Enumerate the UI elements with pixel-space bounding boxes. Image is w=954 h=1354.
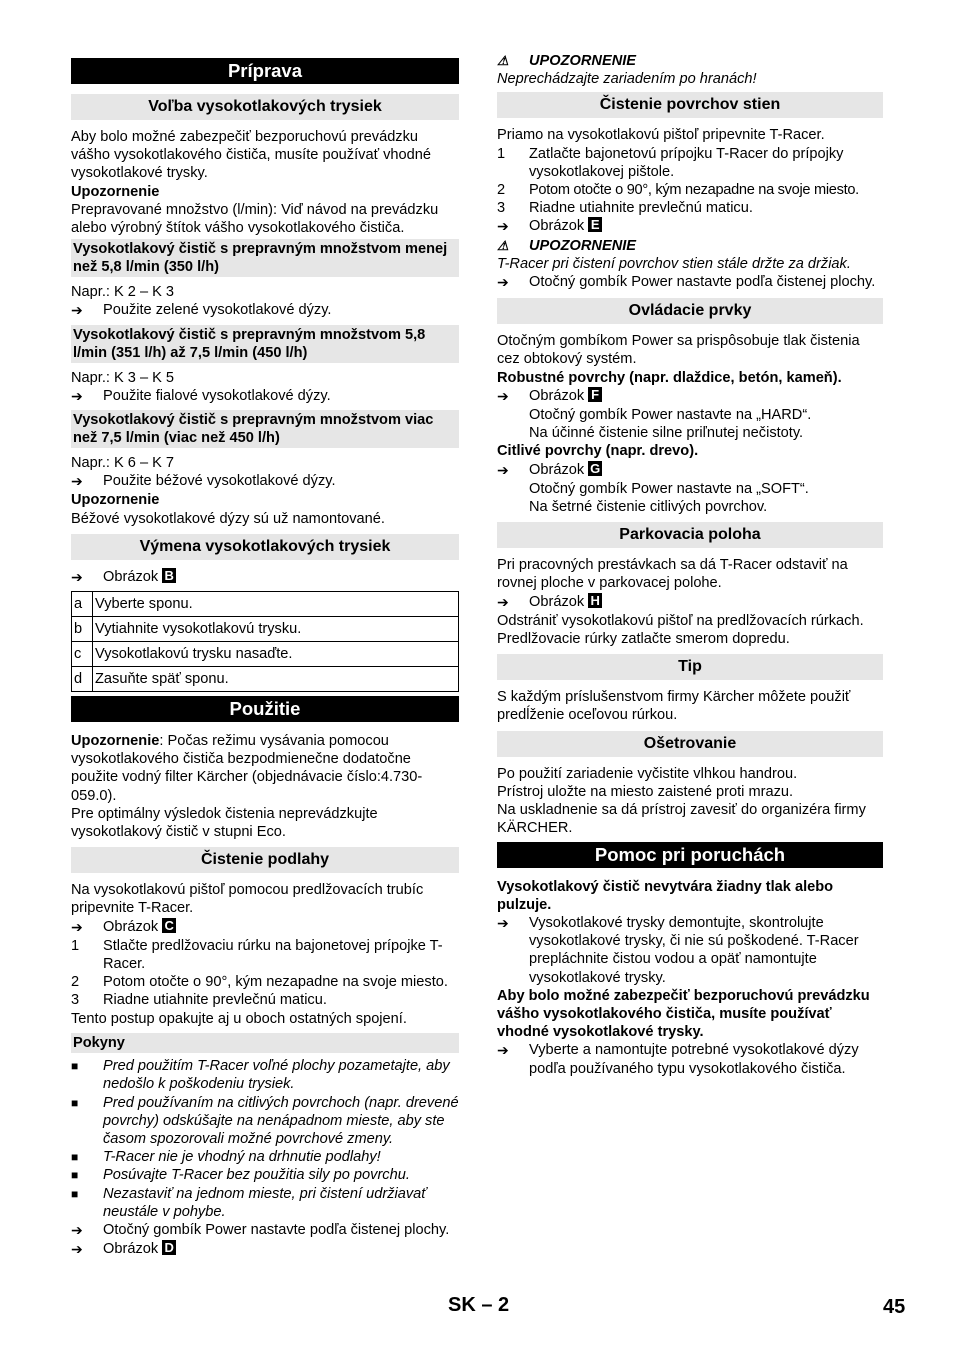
step-text: Zatlačte bajonetovú prípojku T-Racer do prípojky vysokotlakovej pištole. (529, 145, 844, 180)
step-number: 1 (497, 145, 506, 162)
list-item-text: Nezastaviť na jednom mieste, pri čistení udržiavať neustále v pohybe. (103, 1185, 427, 1220)
warning-row (497, 52, 883, 70)
step-text: Riadne utiahnite prevlečnú maticu. (103, 992, 327, 1009)
instruction-row (71, 387, 459, 406)
step-letter: a (72, 592, 93, 617)
page-number: 45 (883, 1296, 906, 1318)
instruction-row (497, 1041, 883, 1077)
heading-vymena-trysiek: Výmena vysokotlakových trysiek (71, 534, 459, 560)
figure-ref: Obrázok (103, 918, 159, 935)
paragraph: Otočným gombíkom Power sa prispôsobuje tlak čistenia cez obtokový systém. (497, 333, 860, 368)
indented-line (497, 480, 883, 498)
instruction-text: Použite béžové vysokotlakové dýzy. (103, 473, 336, 490)
arrow-icon (71, 301, 103, 320)
line-text: Otočný gombík Power nastavte na „HARD“. (529, 407, 812, 424)
paragraph: Predlžovacie rúrky zatlačte smerom dopredu. (497, 631, 790, 648)
figure-ref-row (497, 461, 883, 480)
arrow-icon (71, 387, 103, 406)
figure-letter-badge: G (590, 460, 601, 476)
list-item-text: Pred použitím T-Racer voľné plochy pozametajte, aby nedošlo k poškodeniu trysiek. (103, 1058, 450, 1093)
figure-ref-row (497, 387, 883, 406)
figure-ref: Obrázok (529, 593, 585, 610)
figure-ref-row (71, 918, 459, 937)
paragraph: Pre optimálny výsledok čistenia neprevádzkujte vysokotlakový čistič v stupni Eco. (71, 805, 378, 841)
steps-table (71, 591, 459, 692)
bullet-square-icon (71, 1057, 103, 1093)
step-number: 2 (71, 974, 80, 991)
warning-label: UPOZORNENIE (529, 53, 637, 69)
step-letter: b (72, 617, 93, 642)
step-text: Vytiahnite vysokotlakovú trysku. (93, 617, 459, 642)
instruction-text: Otočný gombík Power nastavte podľa čistenej plochy. (103, 1221, 450, 1238)
arrow-icon (497, 387, 529, 406)
paragraph: Priamo na vysokotlakovú pištoľ pripevnite T-Racer. (497, 127, 825, 144)
list-item (71, 1166, 459, 1184)
step-text: Potom otočte o 90°, kým nezapadne na svoje miesto. (103, 974, 448, 991)
numbered-step (71, 937, 459, 973)
instruction-row (497, 914, 883, 987)
right-column (497, 52, 883, 1078)
step-number: 3 (497, 200, 506, 217)
instruction-text: Použite zelené vysokotlakové dýzy. (103, 302, 332, 319)
note-label: Upozornenie (71, 183, 160, 200)
bullet-square-icon (71, 1166, 103, 1184)
section-heading-pouzitie: Použitie (71, 696, 459, 722)
numbered-step (497, 181, 883, 199)
arrow-icon (71, 918, 103, 937)
example-models: Napr.: K 2 – K 3 (71, 284, 175, 301)
subheading-citlive: Citlivé povrchy (napr. drevo). (497, 443, 699, 460)
figure-ref-row (497, 217, 883, 236)
figure-ref: Obrázok (103, 568, 159, 585)
left-column (71, 58, 459, 1259)
paragraph: Prepravované množstvo (l/min): Viď návod na prevádzku alebo výrobný štítok vášho vysokotlakového čističa. (71, 201, 439, 237)
table-row (72, 592, 459, 617)
paragraph: Na vysokotlakovú pištoľ pomocou predlžovacích trubíc pripevnite T-Racer. (71, 882, 424, 917)
numbered-step (71, 973, 459, 991)
instruction-text: Otočný gombík Power nastavte podľa čistenej plochy. (529, 274, 876, 291)
step-number: 2 (497, 182, 506, 199)
paragraph (71, 732, 459, 805)
list-item-text: T-Racer nie je vhodný na drhnutie podlahy! (103, 1149, 381, 1166)
line-text: Otočný gombík Power nastavte na „SOFT“. (529, 480, 809, 497)
numbered-step (497, 199, 883, 217)
heading-cistenie-podlahy: Čistenie podlahy (71, 847, 459, 873)
numbered-step (497, 145, 883, 181)
heading-ovladacie-prvky: Ovládacie prvky (497, 298, 883, 324)
list-item (71, 1148, 459, 1166)
figure-letter-badge: D (162, 1240, 176, 1255)
arrow-icon (497, 593, 529, 612)
paragraph: Béžové vysokotlakové dýzy sú už namontované. (71, 510, 385, 527)
subheading-flow-high: Vysokotlakový čistič s prepravným množstvom viac než 7,5 l/min (viac než 450 l/h) (71, 410, 459, 448)
figure-ref: Obrázok (529, 218, 585, 235)
figure-ref: Obrázok (103, 1241, 159, 1258)
paragraph: Pri pracovných prestávkach sa dá T-Racer odstaviť na rovnej ploche v parkovacej polohe. (497, 557, 848, 592)
heading-parkovacia-poloha: Parkovacia poloha (497, 522, 883, 548)
table-row (72, 667, 459, 692)
heading-volba-trysiek: Voľba vysokotlakových trysiek (71, 94, 459, 120)
example-models: Napr.: K 6 – K 7 (71, 455, 175, 472)
bullet-square-icon (71, 1185, 103, 1221)
warning-triangle-icon: ⚠ (497, 237, 509, 253)
step-text: Riadne utiahnite prevlečnú maticu. (529, 200, 753, 217)
numbered-step (71, 991, 459, 1009)
arrow-icon (497, 217, 529, 236)
heading-cistenie-stien: Čistenie povrchov stien (497, 92, 883, 118)
heading-osetrovanie: Ošetrovanie (497, 731, 883, 757)
indented-line (497, 424, 883, 442)
bullet-square-icon (71, 1094, 103, 1149)
step-number: 1 (71, 937, 80, 954)
line-text: Na šetrné čistenie citlivých povrchov. (529, 499, 768, 516)
list-item-text: Pred používaním na citlivých povrchoch (napr. drevené povrchy) odskúšajte na nenápadnom mieste, aby ste časom spozorovali možné povrchové zmeny. (103, 1094, 459, 1147)
step-text: Stlačte predlžovaciu rúrku na bajonetovej prípojke T-Racer. (103, 937, 443, 973)
subheading-flow-low: Vysokotlakový čistič s prepravným množstvom menej než 5,8 l/min (350 l/h) (71, 239, 459, 277)
arrow-icon (497, 461, 529, 480)
list-item (71, 1057, 459, 1093)
warning-row (497, 237, 883, 255)
paragraph: Tento postup opakujte aj u oboch ostatných spojení. (71, 1010, 407, 1027)
table-row (72, 642, 459, 667)
step-letter: c (72, 642, 93, 667)
figure-ref-row (497, 593, 883, 612)
line-text: Na účinné čistenie silne priľnutej nečistoty. (529, 425, 804, 442)
step-text: Vyberte sponu. (93, 592, 459, 617)
indented-line (497, 498, 883, 516)
list-item (71, 1094, 459, 1149)
example-models: Napr.: K 3 – K 5 (71, 369, 175, 386)
figure-letter-badge: H (588, 593, 602, 608)
list-item-text: Posúvajte T-Racer bez použitia sily po povrchu. (103, 1167, 410, 1184)
subheading-flow-mid: Vysokotlakový čistič s prepravným množstvom 5,8 l/min (351 l/h) až 7,5 l/min (450 l/h) (71, 325, 459, 363)
indented-line (497, 406, 883, 424)
instruction-text: Vyberte a namontujte potrebné vysokotlakové dýzy podľa používaného typu vysokotlakového čističa. (529, 1042, 859, 1077)
section-heading-priprava: Príprava (71, 58, 459, 84)
instruction-row (71, 1221, 459, 1240)
section-heading-pomoc: Pomoc pri poruchách (497, 842, 883, 868)
paragraph: Po použití zariadenie vyčistite vlhkou handrou. (497, 765, 798, 782)
figure-letter-badge: B (162, 568, 176, 583)
figure-letter-badge: E (588, 217, 602, 232)
bullet-square-icon (71, 1148, 103, 1166)
figure-ref-row (71, 1240, 459, 1259)
table-row (72, 617, 459, 642)
arrow-icon (71, 568, 103, 587)
paragraph: Prístroj uložte na miesto zaistené proti mrazu. (497, 783, 794, 800)
arrow-icon (71, 1240, 103, 1259)
paragraph: Na uskladnenie sa dá prístroj zavesiť do organizéra firmy KÄRCHER. (497, 802, 866, 837)
heading-tip: Tip (497, 654, 883, 680)
warning-text: Neprechádzajte zariadením po hranách! (497, 71, 757, 88)
figure-letter-badge: F (588, 387, 602, 402)
figure-ref: Obrázok (529, 387, 585, 404)
subheading-pokyny: Pokyny (71, 1033, 459, 1053)
instruction-row (71, 301, 459, 320)
warning-text: T-Racer pri čistení povrchov stien stále držte za držiak. (497, 255, 851, 272)
paragraph: Aby bolo možné zabezpečiť bezporuchovú prevádzku vášho vysokotlakového čističa, musíte používať vhodné vysokotlakové trysky. (71, 129, 431, 182)
fault-description: Aby bolo možné zabezpečiť bezporuchovú prevádzku vášho vysokotlakového čističa, musíte používať vhodné vysokotlakové trysky. (497, 987, 870, 1041)
arrow-icon (497, 273, 529, 292)
figure-ref: Obrázok (529, 461, 585, 478)
figure-letter-badge: C (162, 918, 176, 933)
step-text: Potom otočte o 90°, kým nezapadne na svoje miesto. (529, 182, 859, 199)
subheading-robust: Robustné povrchy (napr. dlaždice, betón, kameň). (497, 369, 842, 386)
list-item (71, 1185, 459, 1221)
step-letter: d (72, 667, 93, 692)
instruction-row (71, 472, 459, 491)
instruction-text: Vysokotlakové trysky demontujte, skontrolujte vysokotlakové trysky, či nie sú poškodené. T-Racer prepláchnite čistou vodou a opäť namontujte vysokotlakové trysky. (529, 914, 859, 986)
step-text: Zasuňte späť sponu. (93, 667, 459, 692)
section-page-label: SK – 2 (448, 1294, 510, 1316)
step-text: Vysokotlakovú trysku nasaďte. (93, 642, 459, 667)
arrow-icon (71, 472, 103, 491)
paragraph: Odstrániť vysokotlakovú pištoľ na predlžovacích rúrkach. (497, 612, 864, 629)
note-label: Upozornenie (71, 492, 160, 509)
figure-ref-row (71, 568, 459, 587)
warning-triangle-icon: ⚠ (497, 53, 509, 68)
paragraph: S každým príslušenstvom firmy Kärcher môžete použiť predĺženie oceľovou rúrkou. (497, 689, 851, 724)
fault-description: Vysokotlakový čistič nevytvára žiadny tlak alebo pulzuje. (497, 878, 834, 913)
arrow-icon (497, 1041, 529, 1077)
instruction-row (497, 273, 883, 292)
note-label: Upozornenie (71, 733, 160, 750)
instruction-text: Použite fialové vysokotlakové dýzy. (103, 387, 331, 404)
warning-label: UPOZORNENIE (529, 237, 637, 254)
step-number: 3 (71, 992, 80, 1009)
arrow-icon (71, 1221, 103, 1240)
note-text: : Počas režimu vysávania pomocou vysokotlakového čističa bezpodmienečne dodatočne použite vodný filter Kärcher (objednávacie číslo:4.730-059.0). (71, 733, 423, 804)
arrow-icon (497, 914, 529, 987)
